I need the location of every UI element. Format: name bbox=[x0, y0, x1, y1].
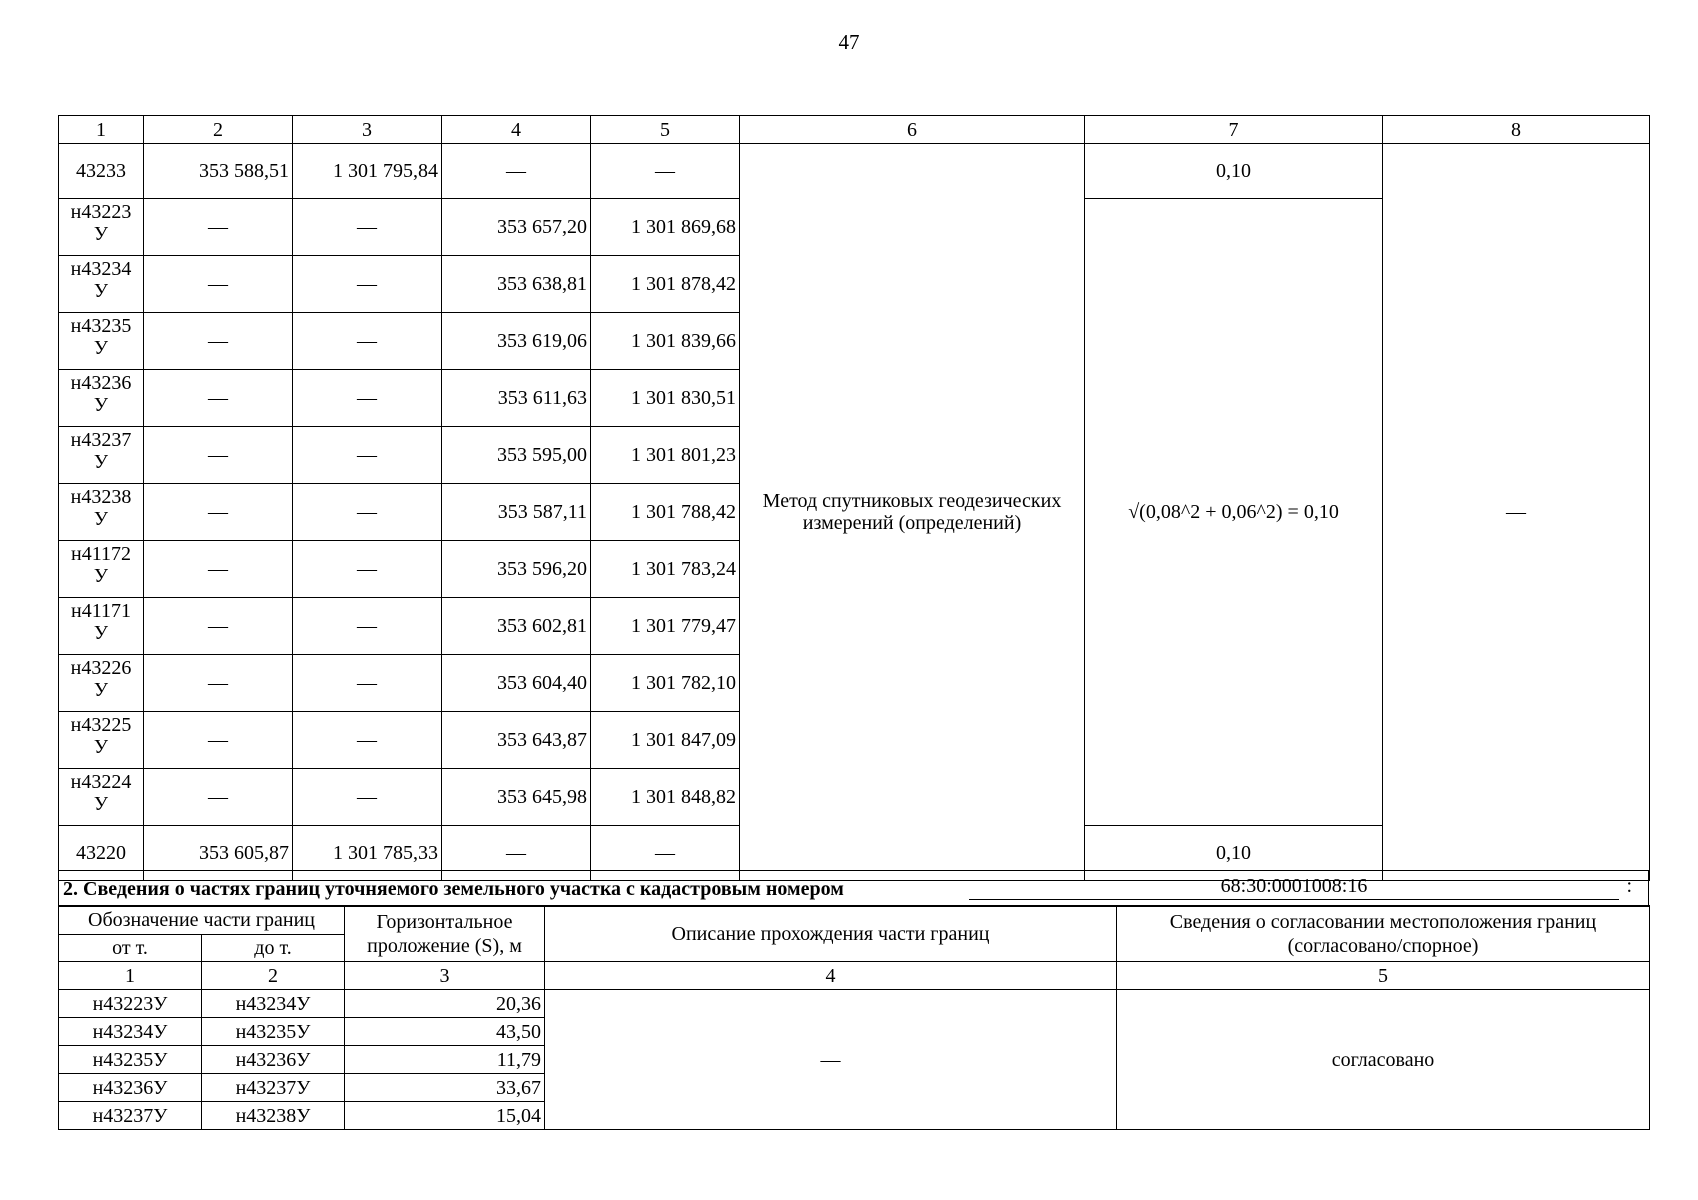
x-old: — bbox=[144, 199, 293, 256]
y-new: 1 301 801,23 bbox=[591, 427, 740, 484]
to-point: н43235У bbox=[202, 1018, 345, 1046]
y-new: 1 301 878,42 bbox=[591, 256, 740, 313]
x-old: — bbox=[144, 541, 293, 598]
y-old: — bbox=[293, 655, 442, 712]
x-old: — bbox=[144, 313, 293, 370]
boundary-parts-table bbox=[58, 905, 1650, 1130]
point-id: 43233 bbox=[59, 144, 144, 199]
col-header-3: 3 bbox=[293, 116, 442, 144]
y-old: — bbox=[293, 598, 442, 655]
x-new: 353 657,20 bbox=[442, 199, 591, 256]
agreement-cell: согласовано bbox=[1117, 990, 1650, 1130]
description-cell: — bbox=[545, 990, 1117, 1130]
x-new: 353 604,40 bbox=[442, 655, 591, 712]
x-new: 353 602,81 bbox=[442, 598, 591, 655]
header-row-1 bbox=[59, 906, 1650, 935]
to-point: н43236У bbox=[202, 1046, 345, 1074]
x-old: — bbox=[144, 769, 293, 826]
horizontal-length: 11,79 bbox=[345, 1046, 545, 1074]
col-header-5: 5 bbox=[591, 116, 740, 144]
y-old: — bbox=[293, 313, 442, 370]
header-to: до т. bbox=[202, 935, 345, 962]
y-new: 1 301 847,09 bbox=[591, 712, 740, 769]
col-num-4: 4 bbox=[545, 962, 1117, 990]
y-old: 1 301 795,84 bbox=[293, 144, 442, 199]
from-point: н43235У bbox=[59, 1046, 202, 1074]
col-header-1: 1 bbox=[59, 116, 144, 144]
section-2-heading bbox=[58, 870, 1649, 907]
page-number: 47 bbox=[838, 30, 860, 54]
x-new: 353 619,06 bbox=[442, 313, 591, 370]
y-new: 1 301 869,68 bbox=[591, 199, 740, 256]
from-point: н43237У bbox=[59, 1102, 202, 1130]
horizontal-length: 15,04 bbox=[345, 1102, 545, 1130]
accuracy-last: 0,10 bbox=[1085, 826, 1383, 881]
point-id: н43223 У bbox=[59, 199, 144, 256]
x-old: — bbox=[144, 655, 293, 712]
boundary-points-table bbox=[58, 115, 1650, 881]
horizontal-length: 33,67 bbox=[345, 1074, 545, 1102]
y-new: — bbox=[591, 144, 740, 199]
y-new: — bbox=[591, 826, 740, 881]
horizontal-length: 20,36 bbox=[345, 990, 545, 1018]
point-id: н41172 У bbox=[59, 541, 144, 598]
horizontal-length: 43,50 bbox=[345, 1018, 545, 1046]
point-id: н41171 У bbox=[59, 598, 144, 655]
x-new: — bbox=[442, 144, 591, 199]
from-point: н43236У bbox=[59, 1074, 202, 1102]
y-old: — bbox=[293, 256, 442, 313]
column-number-row bbox=[59, 962, 1650, 990]
y-new: 1 301 782,10 bbox=[591, 655, 740, 712]
y-old: — bbox=[293, 484, 442, 541]
y-new: 1 301 783,24 bbox=[591, 541, 740, 598]
table-row bbox=[59, 990, 1650, 1018]
point-id: н43236 У bbox=[59, 370, 144, 427]
col-header-6: 6 bbox=[740, 116, 1085, 144]
accuracy-formula: √(0,08^2 + 0,06^2) = 0,10 bbox=[1085, 199, 1383, 826]
x-new: 353 611,63 bbox=[442, 370, 591, 427]
from-point: н43234У bbox=[59, 1018, 202, 1046]
col-num-5: 5 bbox=[1117, 962, 1650, 990]
point-id: н43224 У bbox=[59, 769, 144, 826]
x-old: — bbox=[144, 712, 293, 769]
x-old: — bbox=[144, 484, 293, 541]
y-new: 1 301 830,51 bbox=[591, 370, 740, 427]
col-num-3: 3 bbox=[345, 962, 545, 990]
x-new: 353 596,20 bbox=[442, 541, 591, 598]
x-new: — bbox=[442, 826, 591, 881]
y-new: 1 301 839,66 bbox=[591, 313, 740, 370]
x-old: — bbox=[144, 427, 293, 484]
x-old: — bbox=[144, 598, 293, 655]
x-new: 353 587,11 bbox=[442, 484, 591, 541]
x-new: 353 595,00 bbox=[442, 427, 591, 484]
header-row bbox=[59, 116, 1650, 144]
x-new: 353 645,98 bbox=[442, 769, 591, 826]
y-old: — bbox=[293, 712, 442, 769]
x-new: 353 638,81 bbox=[442, 256, 591, 313]
header-description: Описание прохождения части границ bbox=[545, 906, 1117, 962]
y-new: 1 301 848,82 bbox=[591, 769, 740, 826]
x-old: 353 605,87 bbox=[144, 826, 293, 881]
y-new: 1 301 779,47 bbox=[591, 598, 740, 655]
header-agreement: Сведения о согласовании местоположения границ (согласовано/спорное) bbox=[1117, 906, 1650, 962]
x-old: 353 588,51 bbox=[144, 144, 293, 199]
method-cell: Метод спутниковых геодезических измерений (определений) bbox=[740, 144, 1085, 881]
col-header-4: 4 bbox=[442, 116, 591, 144]
point-id: н43225 У bbox=[59, 712, 144, 769]
point-id: н43234 У bbox=[59, 256, 144, 313]
x-old: — bbox=[144, 370, 293, 427]
y-new: 1 301 788,42 bbox=[591, 484, 740, 541]
point-id: н43237 У bbox=[59, 427, 144, 484]
accuracy-first: 0,10 bbox=[1085, 144, 1383, 199]
col8-cell: — bbox=[1383, 144, 1650, 881]
y-old: — bbox=[293, 370, 442, 427]
to-point: н43238У bbox=[202, 1102, 345, 1130]
colon: : bbox=[1626, 875, 1632, 897]
x-old: — bbox=[144, 256, 293, 313]
y-old: — bbox=[293, 199, 442, 256]
y-old: 1 301 785,33 bbox=[293, 826, 442, 881]
col-num-2: 2 bbox=[202, 962, 345, 990]
header-from: от т. bbox=[59, 935, 202, 962]
point-id: н43226 У bbox=[59, 655, 144, 712]
header-part-designation: Обозначение части границ bbox=[59, 906, 345, 935]
table-row bbox=[59, 144, 1650, 199]
col-header-8: 8 bbox=[1383, 116, 1650, 144]
x-new: 353 643,87 bbox=[442, 712, 591, 769]
from-point: н43223У bbox=[59, 990, 202, 1018]
cadastral-number: 68:30:0001008:16 bbox=[969, 873, 1619, 900]
col-header-7: 7 bbox=[1085, 116, 1383, 144]
y-old: — bbox=[293, 769, 442, 826]
section-title: 2. Сведения о частях границ уточняемого земельного участка с кадастровым номером bbox=[63, 877, 844, 900]
point-id: н43238 У bbox=[59, 484, 144, 541]
col-num-1: 1 bbox=[59, 962, 202, 990]
y-old: — bbox=[293, 541, 442, 598]
point-id: н43235 У bbox=[59, 313, 144, 370]
header-horizontal-length: Горизонтальное проложение (S), м bbox=[345, 906, 545, 962]
to-point: н43237У bbox=[202, 1074, 345, 1102]
point-id: 43220 bbox=[59, 826, 144, 881]
y-old: — bbox=[293, 427, 442, 484]
to-point: н43234У bbox=[202, 990, 345, 1018]
col-header-2: 2 bbox=[144, 116, 293, 144]
